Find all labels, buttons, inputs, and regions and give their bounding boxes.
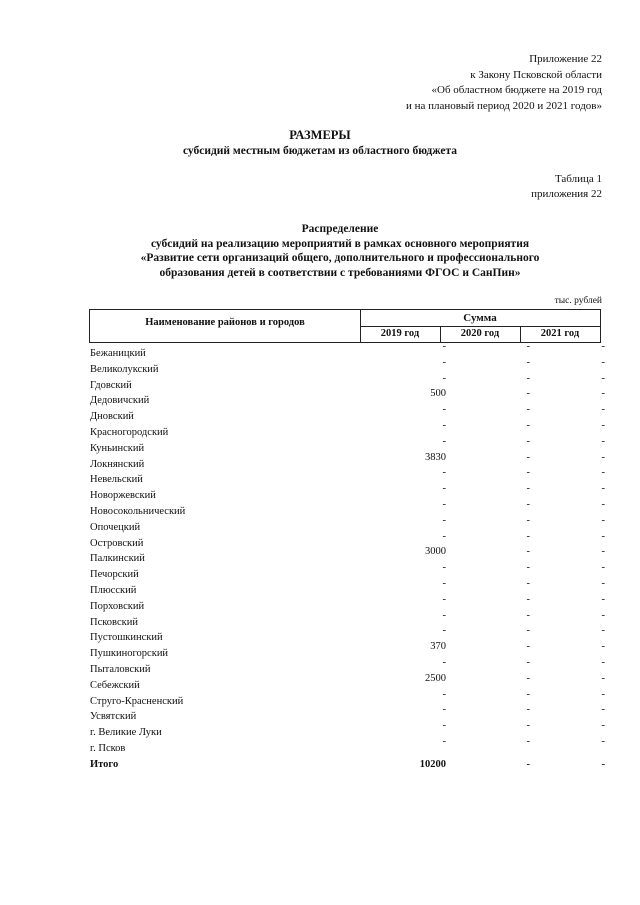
value-2020-cell: - (526, 720, 530, 732)
table-row (90, 704, 610, 726)
value-2021-cell: - (601, 758, 605, 770)
column-header-sum: Сумма (360, 310, 600, 327)
value-2021-cell: - (601, 356, 605, 368)
column-header-2019: 2019 год (360, 326, 441, 342)
district-name-cell: Псковский (90, 616, 138, 628)
value-2020-cell: - (526, 451, 530, 463)
district-name-cell: Пыталовский (90, 663, 151, 675)
value-2019-cell: 370 (430, 641, 446, 653)
value-2019-cell: - (442, 609, 446, 621)
value-2021-cell: - (601, 388, 605, 400)
district-name-cell: Невельский (90, 474, 143, 486)
value-2021-cell: - (601, 435, 605, 447)
value-2019-cell: 500 (430, 388, 446, 400)
table-row (90, 404, 610, 426)
value-2020-cell: - (526, 341, 530, 352)
district-name-cell: Локнянский (90, 458, 145, 470)
district-name-cell: Дновский (90, 411, 134, 423)
value-2019-cell: - (442, 498, 446, 510)
value-2020-cell: - (526, 419, 530, 431)
value-2021-cell: - (601, 530, 605, 542)
table-row (90, 688, 610, 711)
table-row (90, 388, 610, 410)
district-name-cell: Великолукский (90, 363, 159, 375)
total-row (90, 758, 610, 774)
district-name-cell: Итого (90, 758, 119, 770)
table-row (90, 641, 610, 663)
value-2019-cell: 2500 (425, 672, 446, 684)
value-2019-cell: 3000 (425, 546, 446, 558)
value-2019-cell: - (442, 483, 446, 495)
table-row (90, 609, 610, 632)
column-header-name: Наименование районов и городов (90, 310, 361, 342)
value-2021-cell: - (601, 372, 605, 384)
table-row (90, 514, 610, 537)
table-row (90, 656, 610, 679)
value-2021-cell: - (601, 735, 605, 747)
value-2019-cell: - (442, 435, 446, 447)
district-name-cell: Куньинский (90, 442, 145, 454)
table-row (90, 341, 610, 363)
district-name-cell: Печорский (90, 569, 139, 581)
table-reference-line: Таблица 1 (554, 173, 602, 185)
value-2019-cell: - (442, 593, 446, 605)
value-2020-cell: - (526, 735, 530, 747)
value-2021-cell: - (601, 404, 605, 416)
value-2019-cell: - (442, 704, 446, 716)
value-2019-cell: - (442, 656, 446, 668)
district-name-cell: г. Псков (90, 742, 126, 754)
value-2021-cell: - (601, 562, 605, 574)
appendix-note (406, 52, 602, 114)
value-2020-cell: - (526, 609, 530, 621)
value-2020-cell: - (526, 593, 530, 605)
district-name-cell: Дедовичский (90, 395, 150, 407)
district-name-cell: Струго-Красненский (90, 695, 184, 707)
table-row (90, 625, 610, 647)
value-2020-cell: - (526, 404, 530, 416)
page-title: РАЗМЕРЫ (289, 128, 351, 142)
value-2021-cell: - (601, 593, 605, 605)
value-2021-cell: - (601, 498, 605, 510)
table-row (90, 593, 610, 616)
value-2019-cell: - (442, 720, 446, 732)
distribution-line: образования детей в соответствии с требованиями ФГОС и СанПин» (159, 266, 521, 279)
table-row (90, 720, 610, 742)
value-2019-cell: - (442, 562, 446, 574)
value-2019-cell: - (442, 404, 446, 416)
district-name-cell: Себежский (90, 679, 140, 691)
value-2020-cell: - (526, 388, 530, 400)
table-row (90, 530, 610, 553)
value-2019-cell: - (442, 577, 446, 589)
value-2019-cell: - (442, 735, 446, 747)
value-2021-cell: - (601, 641, 605, 653)
value-2021-cell: - (601, 467, 605, 479)
appendix-line: «Об областном бюджете на 2019 год (431, 84, 602, 96)
table-row (90, 419, 610, 442)
value-2021-cell: - (601, 419, 605, 431)
value-2021-cell: - (601, 672, 605, 684)
value-2019-cell: 10200 (419, 758, 446, 770)
value-2021-cell: - (601, 577, 605, 589)
value-2020-cell: - (526, 641, 530, 653)
table-row (90, 467, 610, 489)
district-name-cell: г. Великие Луки (90, 727, 162, 739)
value-2021-cell: - (601, 546, 605, 558)
value-2020-cell: - (526, 758, 530, 770)
table-header (89, 309, 601, 343)
value-2019-cell: - (442, 341, 446, 352)
value-2021-cell: - (601, 704, 605, 716)
value-2019-cell: - (442, 419, 446, 431)
value-2019-cell: - (442, 688, 446, 700)
district-name-cell: Островский (90, 537, 144, 549)
value-2019-cell: - (442, 356, 446, 368)
table-row (90, 672, 610, 695)
district-name-cell: Красногородский (90, 426, 169, 438)
value-2021-cell: - (601, 656, 605, 668)
value-2019-cell: - (442, 372, 446, 384)
column-header-2020: 2020 год (440, 326, 521, 342)
table-row (90, 356, 610, 379)
appendix-line: Приложение 22 (529, 53, 602, 65)
district-name-cell: Пушкиногорский (90, 648, 169, 660)
value-2019-cell: 3830 (425, 451, 446, 463)
value-2021-cell: - (601, 609, 605, 621)
value-2019-cell: - (442, 530, 446, 542)
value-2020-cell: - (526, 356, 530, 368)
value-2020-cell: - (526, 625, 530, 637)
value-2021-cell: - (601, 720, 605, 732)
value-2020-cell: - (526, 546, 530, 558)
district-name-cell: Новосокольнический (90, 505, 186, 517)
district-name-cell: Бежаницкий (90, 348, 146, 359)
district-name-cell: Гдовский (90, 379, 132, 391)
district-name-cell: Усвятский (90, 711, 137, 723)
value-2020-cell: - (526, 577, 530, 589)
district-name-cell: Опочецкий (90, 521, 141, 533)
table-row (90, 498, 610, 521)
table-row (90, 562, 610, 584)
table-row (90, 451, 610, 474)
value-2020-cell: - (526, 435, 530, 447)
appendix-line: к Закону Псковской области (470, 68, 602, 81)
value-2019-cell: - (442, 467, 446, 479)
value-2019-cell: - (442, 514, 446, 526)
units-label: тыс. рублей (554, 296, 602, 306)
distribution-heading (80, 222, 600, 280)
district-name-cell: Палкинский (90, 553, 145, 565)
value-2019-cell: - (442, 625, 446, 637)
distribution-line: «Развитие сети организаций общего, дополнительного и профессионального (140, 252, 540, 264)
value-2021-cell: - (601, 483, 605, 495)
value-2020-cell: - (526, 656, 530, 668)
value-2021-cell: - (601, 688, 605, 700)
table-row (90, 483, 610, 505)
value-2020-cell: - (526, 372, 530, 384)
table-reference (531, 172, 602, 202)
appendix-line: и на плановый период 2020 и 2021 годов» (405, 99, 602, 112)
district-name-cell: Порховский (90, 600, 145, 612)
table-body (90, 341, 610, 774)
district-name-cell: Пустошкинский (90, 632, 163, 644)
value-2020-cell: - (526, 562, 530, 574)
value-2021-cell: - (601, 514, 605, 526)
value-2020-cell: - (526, 467, 530, 479)
district-name-cell: Новоржевский (90, 490, 156, 502)
value-2021-cell: - (601, 341, 605, 352)
value-2021-cell: - (601, 625, 605, 637)
value-2020-cell: - (526, 514, 530, 526)
distribution-line: Распределение (301, 223, 379, 235)
distribution-line: субсидий на реализацию мероприятий в рамках основного мероприятия (150, 237, 530, 250)
column-header-2021: 2021 год (540, 328, 580, 339)
table-row (90, 435, 610, 458)
value-2020-cell: - (526, 704, 530, 716)
table-row (90, 372, 610, 395)
table-row (90, 735, 610, 758)
district-name-cell: Плюсский (90, 584, 137, 596)
value-2020-cell: - (526, 530, 530, 542)
value-2020-cell: - (526, 672, 530, 684)
value-2020-cell: - (526, 483, 530, 495)
value-2020-cell: - (526, 498, 530, 510)
table-row (90, 546, 610, 568)
table-reference-line: приложения 22 (531, 188, 602, 200)
value-2021-cell: - (601, 451, 605, 463)
page-subtitle: субсидий местным бюджетам из областного бюджета (182, 145, 458, 157)
table-row (90, 577, 610, 600)
value-2020-cell: - (526, 688, 530, 700)
